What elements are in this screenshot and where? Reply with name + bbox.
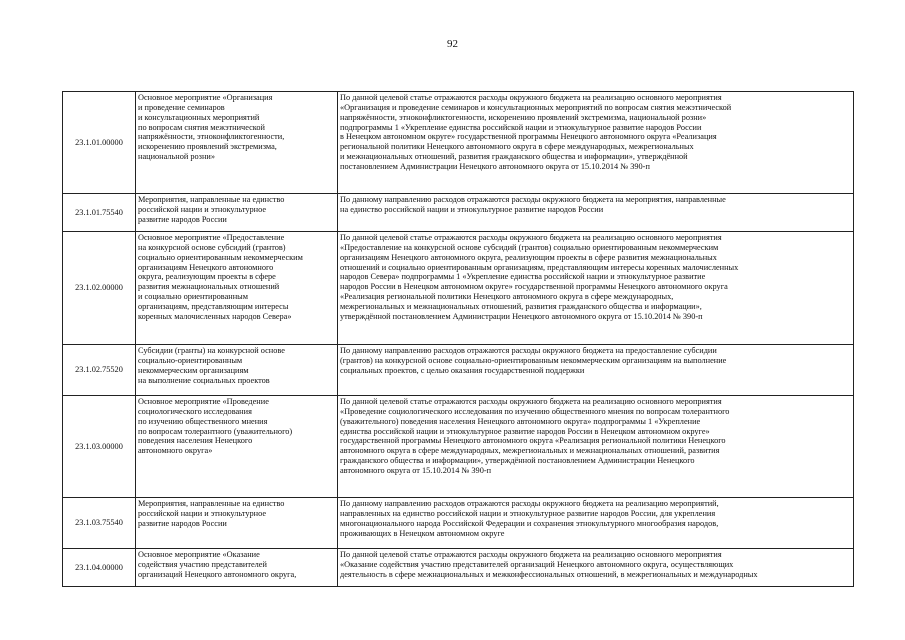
budget-classification-table: [62, 91, 854, 587]
target-article-code: 23.1.02.75520: [63, 345, 136, 396]
page-number: 92: [447, 38, 458, 50]
expense-description: По данной целевой статье отражаются расходы окружного бюджета на реализацию основного мероприятия «Предоставление на конкурсной основе субсидий (грантов) социально ориентированным некоммерческим организациям Ненецкого автономного округа, реализующим проекты в сфере развития межнациональных отношений и социально ориентированным организациям, представляющим интересы коренных малочисленных народов Севера» подпрограммы 1 «Укрепление единства российской нации и этнокультурное развитие народов России в Ненецком автономном округе» государственной программы Ненецкого автономного округа «Реализация региональной политики Ненецкого автономного округа в сфере международных, межрегиональных и межнациональных отношений, развития гражданского общества и информации», утверждённой постановлением Администрации Ненецкого автономного округа от 15.10.2014 № 390-п: [338, 232, 854, 345]
expense-name: Основное мероприятие «Оказание содействия участию представителей организаций Ненецкого автономного округа,: [136, 549, 338, 587]
target-article-code: 23.1.02.00000: [63, 232, 136, 345]
expense-name: Основное мероприятие «Проведение социологического исследования по изучению общественного мнения по вопросам толерантного (уважительного) поведения населения Ненецкого автономного округа»: [136, 396, 338, 498]
table-row: [63, 345, 854, 396]
table-row: [63, 396, 854, 498]
expense-description: По данному направлению расходов отражаются расходы окружного бюджета на реализацию мероприятий, направленных на единство российской нации и этнокультурное развитие народов России, для укрепления многонационального народа Российской Федерации и сохранения этнокультурного многообразия народов, проживающих в Ненецком автономном округе: [338, 498, 854, 549]
target-article-code: 23.1.01.75540: [63, 194, 136, 232]
expense-name: Мероприятия, направленные на единство российской нации и этнокультурное развитие народов России: [136, 194, 338, 232]
expense-description: По данной целевой статье отражаются расходы окружного бюджета на реализацию основного мероприятия «Оказание содействия участию представителей организаций Ненецкого автономного округа, осуществляющих деятельность в сфере межнациональных и межконфессиональных отношений, в межрегиональных и международных: [338, 549, 854, 587]
expense-name: Субсидии (гранты) на конкурсной основе социально-ориентированным некоммерческим организациям на выполнение социальных проектов: [136, 345, 338, 396]
target-article-code: 23.1.01.00000: [63, 92, 136, 194]
expense-description: По данному направлению расходов отражаются расходы окружного бюджета на мероприятия, направленные на единство российской нации и этнокультурное развитие народов России: [338, 194, 854, 232]
table-row: [63, 194, 854, 232]
table-row: [63, 92, 854, 194]
expense-description: По данному направлению расходов отражаются расходы окружного бюджета на предоставление субсидии (грантов) на конкурсной основе социально-ориентированным некоммерческим организациям на выполнение социальных проектов, с целью оказания государственной поддержки: [338, 345, 854, 396]
expense-name: Мероприятия, направленные на единство российской нации и этнокультурное развитие народов России: [136, 498, 338, 549]
expense-description: По данной целевой статье отражаются расходы окружного бюджета на реализацию основного мероприятия «Организация и проведение семинаров и консультационных мероприятий по вопросам снятия межэтнической напряжённости, этноконфликтогенности, искоренению проявлений экстремизма, национальной розни» подпрограммы 1 «Укрепление единства российской нации и этнокультурное развитие народов России в Ненецком автономном округе» государственной программы Ненецкого автономного округа «Реализация региональной политики Ненецкого автономного округа в сфере международных, межрегиональных и межнациональных отношений, развития гражданского общества и информации», утверждённой постановлением Администрации Ненецкого автономного округа от 15.10.2014 № 390-п: [338, 92, 854, 194]
table-row: [63, 498, 854, 549]
expense-name: Основное мероприятие «Организация и проведение семинаров и консультационных мероприятий по вопросам снятия межэтнической напряжённости, этноконфликтогенности, искоренению проявлений экстремизма, национальной розни»: [136, 92, 338, 194]
table-row: [63, 232, 854, 345]
expense-description: По данной целевой статье отражаются расходы окружного бюджета на реализацию основного мероприятия «Проведение социологического исследования по изучению общественного мнения по вопросам толерантного (уважительного) поведения населения Ненецкого автономного округа» подпрограммы 1 «Укрепление единства российской нации и этнокультурное развитие народов России в Ненецком автономном округе» государственной программы Ненецкого автономного округа «Реализация региональной политики Ненецкого автономного округа в сфере международных, межрегиональных и межнациональных отношений, развития гражданского общества и информации», утверждённой постановлением Администрации Ненецкого автономного округа от 15.10.2014 № 390-п: [338, 396, 854, 498]
target-article-code: 23.1.04.00000: [63, 549, 136, 587]
target-article-code: 23.1.03.00000: [63, 396, 136, 498]
target-article-code: 23.1.03.75540: [63, 498, 136, 549]
table-row: [63, 549, 854, 587]
expense-name: Основное мероприятие «Предоставление на конкурсной основе субсидий (грантов) социально ориентированным некоммерческим организациям Ненецкого автономного округа, реализующим проекты в сфере развития межнациональных отношений и социально ориентированным организациям, представляющим интересы коренных малочисленных народов Севера»: [136, 232, 338, 345]
